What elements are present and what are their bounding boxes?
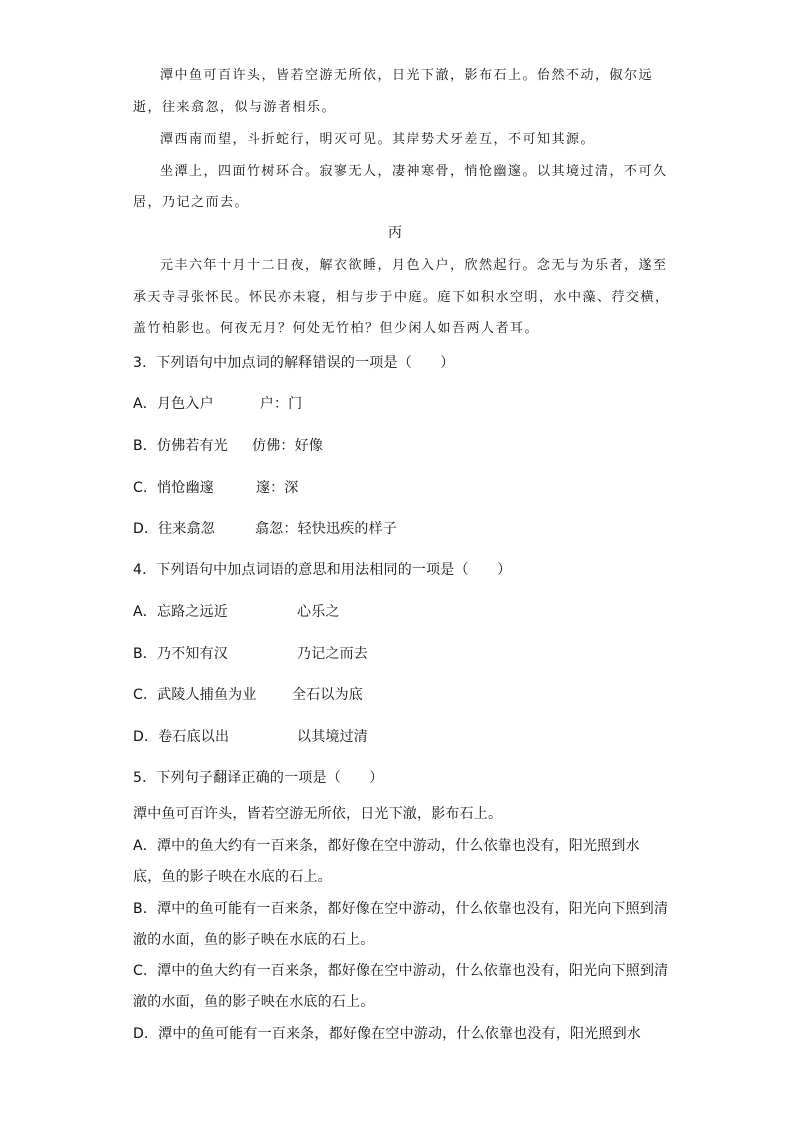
q3-option-a-phrase: A．月色入户 xyxy=(133,396,214,412)
q5-option-a-line1: A．潭中的鱼大约有一百来条，都好像在空中游动，什么依靠也没有，阳光照到水 xyxy=(133,838,640,854)
q5-option-a-line2: 底，鱼的影子映在水底的石上。 xyxy=(133,869,332,885)
q3-stem: 3．下列语句中加点词的解释错误的一项是（ ） xyxy=(133,355,455,371)
passage-yi-p3-line1: 坐潭上，四面竹树环合。寂寥无人，凄神寒骨，悄怆幽邃。以其境过清，不可久 xyxy=(160,164,668,179)
q5-option-b-line2: 澈的水面，鱼的影子映在水底的石上。 xyxy=(133,932,375,948)
q3-option-c-phrase: C．悄怆幽邃 xyxy=(133,480,214,496)
passage-bing-line2: 承天寺寻张怀民。怀民亦未寝，相与步于中庭。庭下如积水空明，水中藻、荇交横， xyxy=(133,290,670,305)
passage-bing-line3: 盖竹柏影也。何夜无月？何处无竹柏？但少闲人如吾两人者耳。 xyxy=(133,321,540,336)
passage-yi-p1-line1: 潭中鱼可百许头，皆若空游无所依，日光下澈，影布石上。佁然不动，俶尔远 xyxy=(160,68,654,83)
q3-option-b-phrase: B．仿佛若有光 xyxy=(133,438,229,454)
q3-option-d-explain: 翕忽：轻快迅疾的样子 xyxy=(254,521,397,537)
q3-option-a-explain: 户：门 xyxy=(259,396,303,412)
q3-option-d-phrase: D．往来翕忽 xyxy=(133,521,215,537)
q4-option-c-right: 全石以为底 xyxy=(292,687,363,703)
q3-option-a xyxy=(133,397,302,411)
q4-option-a-left: A．忘路之远近 xyxy=(133,604,228,620)
q5-stem: 5．下列句子翻译正确的一项是（ ） xyxy=(133,770,384,786)
q4-option-c-left: C．武陵人捕鱼为业 xyxy=(133,687,257,703)
q4-option-b-left: B．乃不知有汉 xyxy=(133,646,229,662)
q3-option-c xyxy=(133,481,299,495)
q5-sentence: 潭中鱼可百许头，皆若空游无所依，日光下澈，影布石上。 xyxy=(133,806,503,822)
passage-bing-line1: 元丰六年十月十二日夜，解衣欲睡，月色入户，欣然起行。念无与为乐者，遂至 xyxy=(160,258,668,273)
q5-option-c-line1: C．潭中的鱼大约有一百来条，都好像在空中游动，什么依靠也没有，阳光向下照到清 xyxy=(133,963,669,979)
q4-option-a-right: 心乐之 xyxy=(297,604,340,620)
passage-bing-heading: 丙 xyxy=(388,225,403,241)
q5-option-c-line2: 澈的水面，鱼的影子映在水底的石上。 xyxy=(133,994,375,1010)
passage-yi-p2-line1: 潭西南而望，斗折蛇行，明灭可见。其岸势犬牙差互，不可知其源。 xyxy=(160,132,596,147)
q4-stem: 4．下列语句中加点词语的意思和用法相同的一项是（ ） xyxy=(133,562,512,578)
q4-option-d-left: D．卷石底以出 xyxy=(133,729,230,745)
q4-option-b-right: 乃记之而去 xyxy=(297,646,368,662)
q5-option-b-line1: B．潭中的鱼可能有一百来条，都好像在空中游动，什么依靠也没有，阳光向下照到清 xyxy=(133,901,669,917)
q4-option-d-right: 以其境过清 xyxy=(297,729,368,745)
q3-option-b xyxy=(133,439,323,453)
passage-yi-p1-line2: 逝，往来翕忽，似与游者相乐。 xyxy=(133,100,337,115)
passage-yi-p3-line2: 居，乃记之而去。 xyxy=(133,195,250,210)
q3-option-c-explain: 邃：深 xyxy=(255,480,299,496)
q3-option-b-explain: 仿佛：好像 xyxy=(252,438,324,454)
q5-option-d-line1: D．潭中的鱼可能有一百来条，都好像在空中游动，什么依靠也没有，阳光照到水 xyxy=(133,1026,641,1042)
q3-option-d xyxy=(133,522,397,536)
